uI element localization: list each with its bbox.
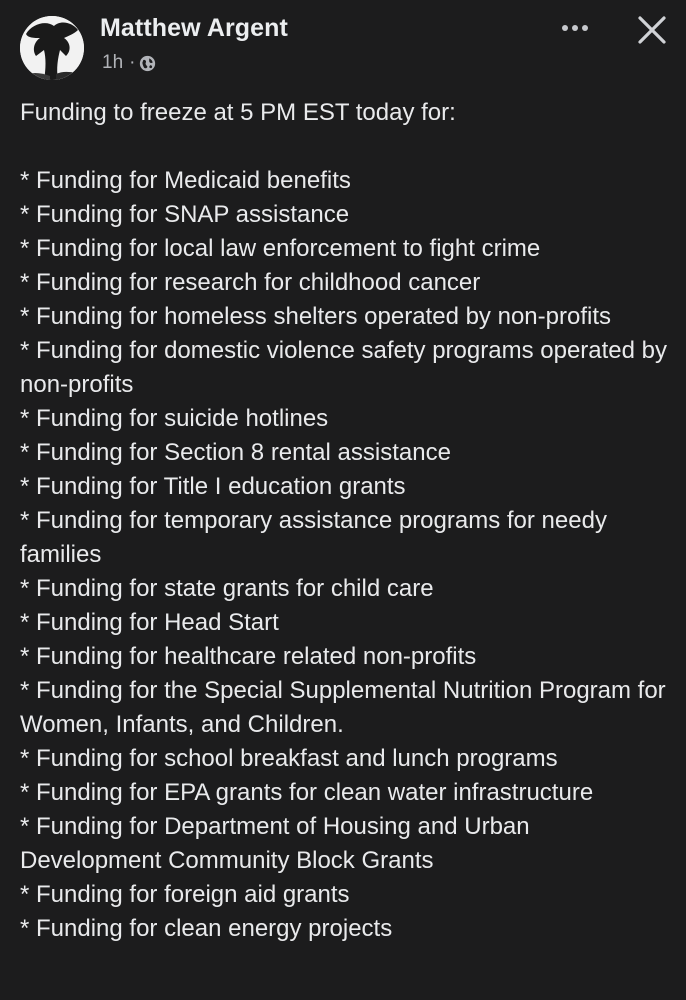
avatar-image [20,16,84,80]
post-meta [102,52,156,74]
list-item: * Funding for temporary assistance programs for needy families [20,507,607,568]
list-item: * Funding for research for childhood cancer [20,269,481,296]
post-timestamp[interactable]: 1h [102,52,124,73]
list-item: * Funding for local law enforcement to fight crime [20,235,541,262]
list-item: * Funding for Title I education grants [20,473,406,500]
close-icon [634,12,670,48]
meta-separator: · [129,52,136,73]
list-item: * Funding for foreign aid grants [20,881,350,908]
avatar[interactable] [20,16,84,80]
list-item: * Funding for homeless shelters operated by non-profits [20,303,611,330]
list-item: * Funding for state grants for child care [20,575,434,602]
more-options-button[interactable] [552,18,596,38]
post-intro: Funding to freeze at 5 PM EST today for: [20,99,456,126]
post-body [20,96,670,946]
more-options-icon [562,25,568,31]
more-options-dot [582,25,588,31]
post-header [0,0,686,90]
author-name[interactable]: Matthew Argent [100,14,288,42]
list-item: * Funding for suicide hotlines [20,405,329,432]
list-item: * Funding for SNAP assistance [20,201,350,228]
more-options-dot [572,25,578,31]
list-item: * Funding for domestic violence safety programs operated by non-profits [20,337,668,398]
close-button[interactable] [634,12,670,48]
list-item: * Funding for school breakfast and lunch programs [20,745,558,772]
list-item: * Funding for Department of Housing and Urban Development Community Block Grants [20,813,530,874]
list-item: * Funding for healthcare related non-profits [20,643,477,670]
list-item: * Funding for clean energy projects [20,915,393,942]
list-item: * Funding for EPA grants for clean water infrastructure [20,779,594,806]
list-item: * Funding for Section 8 rental assistance [20,439,451,466]
funding-list [20,164,670,946]
list-item: * Funding for Medicaid benefits [20,167,351,194]
list-item: * Funding for Head Start [20,609,279,636]
list-item: * Funding for the Special Supplemental Nutrition Program for Women, Infants, and Children. [20,677,666,738]
globe-icon[interactable] [139,55,156,72]
